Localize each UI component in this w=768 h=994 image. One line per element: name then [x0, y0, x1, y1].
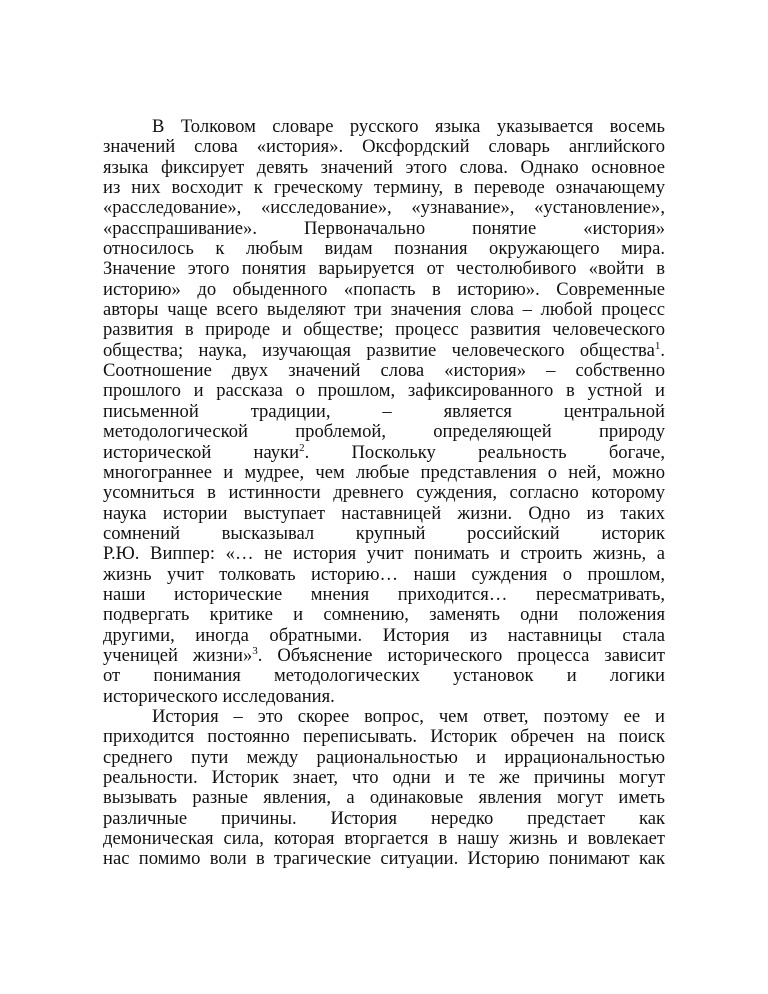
line-text: подвергать критике и сомнению, заменять одни положения: [103, 604, 665, 626]
text-line: [103, 565, 665, 585]
text-line: [103, 422, 665, 442]
text-line: [103, 137, 665, 157]
line-text: демоническая сила, которая вторгается в нашу жизнь и вовлекает: [103, 828, 665, 850]
text-line: [103, 809, 665, 829]
line-text: «расспрашивание». Первоначально понятие «история»: [103, 217, 665, 239]
footnote-marker: 3: [252, 644, 258, 657]
line-text: авторы чаще всего выделяют три значения слова – любой процесс: [103, 299, 665, 321]
text-line: [103, 666, 665, 686]
text-line: [103, 626, 665, 646]
text-line: [103, 646, 665, 666]
line-text: методологической проблемой, определяющей природу: [103, 421, 665, 443]
line-text: различные причины. История нередко предстает как: [103, 807, 665, 829]
text-line: [103, 402, 665, 422]
line-text: языка фиксирует девять значений этого слова. Однако основное: [103, 156, 665, 178]
line-text-continued: . Поскольку реальность богаче,: [304, 441, 665, 463]
text-line: [103, 361, 665, 381]
line-text: В Толковом словаре русского языка указывается восемь: [152, 116, 665, 137]
line-text: развития в природе и обществе; процесс развития человеческого: [103, 319, 665, 341]
text-line: [103, 198, 665, 218]
text-line: [103, 687, 665, 707]
footnote-marker: 1: [654, 339, 661, 352]
text-line: [103, 259, 665, 279]
line-text: историю» до обыденного «попасть в историю». Современные: [103, 278, 665, 300]
text-line: [103, 443, 665, 463]
text-line: [103, 524, 665, 544]
line-text: сомнений высказывал крупный российский историк: [103, 522, 665, 544]
line-text: значений слова «история». Оксфордский словарь английского: [103, 136, 665, 158]
text-line: [103, 178, 665, 198]
line-text: усомниться в истинности древнего суждения, согласно которому: [103, 482, 665, 504]
line-text: исторического исследования.: [103, 685, 335, 707]
text-line: [103, 707, 665, 727]
line-text: письменной традиции, – является центральной: [103, 400, 665, 422]
line-text: общества; наука, изучающая развитие человеческого общества: [103, 339, 655, 361]
footnote-marker: 2: [299, 441, 305, 454]
text-line: [103, 280, 665, 300]
line-text: ученицей жизни»: [103, 644, 253, 666]
line-text: История – это скорее вопрос, чем ответ, поэтому ее и: [152, 705, 665, 727]
line-text: «расследование», «исследование», «узнавание», «установление»,: [103, 197, 665, 219]
text-line: [103, 320, 665, 340]
text-line: [103, 544, 665, 564]
line-text: Значение этого понятия варьируется от честолюбивого «войти в: [103, 258, 665, 280]
line-text-continued: .: [660, 339, 665, 361]
line-text: жизнь учит толковать историю… наши суждения о прошлом,: [103, 563, 665, 585]
text-line: [103, 605, 665, 625]
line-text: наши исторические мнения приходится… пересматривать,: [103, 583, 665, 605]
text-line: [103, 748, 665, 768]
text-line: [103, 117, 665, 137]
text-line: [103, 463, 665, 483]
text-line: [103, 219, 665, 239]
document-page: [103, 117, 665, 870]
line-text: от понимания методологических установок и логики: [103, 665, 665, 687]
text-line: [103, 829, 665, 849]
line-text: реальности. Историк знает, что одни и те же причины могут: [103, 767, 665, 788]
line-text: приходится постоянно переписывать. Историк обречен на поиск: [103, 726, 665, 748]
text-line: [103, 381, 665, 401]
line-text: другими, иногда обратными. История из наставницы стала: [103, 624, 665, 646]
line-text: исторической науки: [103, 441, 300, 463]
text-line: [103, 585, 665, 605]
line-text: нас помимо воли в трагические ситуации. Историю понимают как: [103, 848, 665, 870]
text-line: [103, 483, 665, 503]
line-text: прошлого и рассказа о прошлом, зафиксированного в устной и: [103, 380, 665, 402]
text-line: [103, 239, 665, 259]
text-body: [103, 117, 665, 870]
line-text: относилось к любым видам познания окружающего мира.: [103, 238, 665, 260]
line-text: Соотношение двух значений слова «история» – собственно: [103, 360, 665, 382]
text-line: [103, 849, 665, 869]
line-text: среднего пути между рациональностью и иррациональностью: [103, 746, 665, 768]
line-text: из них восходит к греческому термину, в переводе означающему: [103, 177, 665, 199]
text-line: [103, 788, 665, 808]
text-line: [103, 300, 665, 320]
text-line: [103, 158, 665, 178]
line-text: наука истории выступает наставницей жизни. Одно из таких: [103, 502, 665, 524]
text-line: [103, 727, 665, 747]
text-line: [103, 504, 665, 524]
line-text: Р.Ю. Виппер: «… не история учит понимать и строить жизнь, а: [103, 543, 665, 565]
text-line: [103, 341, 665, 361]
line-text-continued: . Объяснение исторического процесса зависит: [257, 644, 666, 666]
text-line: [103, 768, 665, 788]
line-text: многограннее и мудрее, чем любые представления о ней, можно: [103, 461, 665, 483]
line-text: вызывать разные явления, а одинаковые явления могут иметь: [103, 787, 665, 809]
